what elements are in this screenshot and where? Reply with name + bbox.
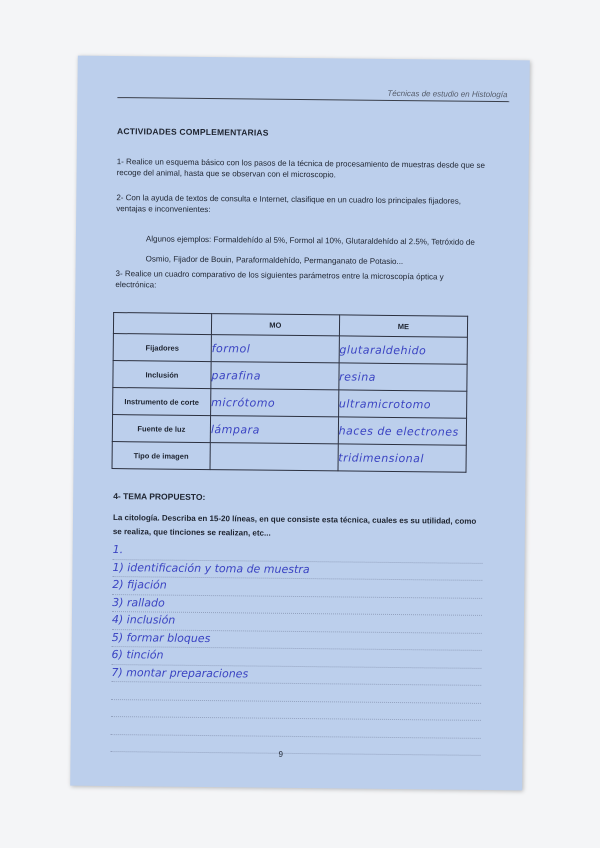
- mo-cell: parafina: [211, 362, 339, 390]
- section-title: ACTIVIDADES COMPLEMENTARIAS: [116, 126, 269, 138]
- row-label: Instrumento de corte: [113, 388, 211, 416]
- answer-line: 6) tinción: [111, 647, 481, 668]
- answer-line: 4) inclusión: [112, 612, 482, 633]
- table-row: [113, 334, 467, 365]
- activity-1-text: 1- Realice un esquema básico con los pasos de la técnica de procesamiento de muestras desde que se recoge del animal, hasta que se observan con el microscopio.: [116, 157, 485, 180]
- answer-line: 1.: [113, 542, 483, 563]
- row-label: Inclusión: [113, 361, 211, 389]
- table-row: [113, 388, 467, 419]
- answer-line: 2) fijación: [112, 577, 482, 598]
- table-row: [112, 415, 466, 446]
- answer-lines: [111, 542, 483, 756]
- answer-line: 5) formar bloques: [112, 630, 482, 651]
- page-number: 9: [278, 749, 284, 759]
- table-header-cell: MO: [211, 314, 339, 336]
- section-4-prompt: La citología. Describa en 15-20 líneas, en que consiste esta técnica, cuales es su utilidad, como se realiza, que tinciones se realizan, etc...: [112, 513, 477, 538]
- table-header-cell: ME: [339, 315, 468, 337]
- answer-line: 3) rallado: [112, 595, 482, 616]
- me-cell: ultramicrotomo: [338, 390, 467, 418]
- mo-cell: lámpara: [210, 416, 338, 444]
- me-cell: glutaraldehido: [339, 336, 468, 364]
- activity-2-text: 2- Con la ayuda de textos de consulta e Internet, clasifique en un cuadro los principales fijadores, ventajas e inconvenientes:: [116, 193, 462, 215]
- table-header-cell: [113, 313, 211, 335]
- row-label: Fuente de luz: [112, 415, 210, 443]
- answer-line: 1) identificación y toma de muestra: [112, 560, 482, 581]
- answer-line: 7) montar preparaciones: [111, 665, 481, 686]
- mo-cell: formol: [211, 335, 339, 363]
- row-label: Tipo de imagen: [112, 442, 210, 470]
- table-row: [113, 361, 467, 392]
- me-cell: resina: [339, 363, 468, 391]
- me-cell: tridimensional: [338, 444, 467, 472]
- comparison-table: [112, 312, 469, 473]
- document-page: [70, 56, 530, 791]
- examples-text: Algunos ejemplos: Formaldehído al 5%, Formol al 10%, Glutaraldehído al 2.5%, Tetróxido de Osmio, Fijador de Bouin, Paraformaldehído, Permanganato de Potasio...: [145, 234, 475, 267]
- running-header: Técnicas de estudio en Histología: [387, 88, 508, 100]
- mo-cell: [210, 443, 338, 471]
- activity-3-text: 3- Realice un cuadro comparativo de los siguientes parámetros entre la microscopía óptica y electrónica:: [115, 269, 444, 290]
- row-label: Fijadores: [113, 334, 211, 362]
- answer-line: [111, 735, 481, 756]
- section-4-title: 4- TEMA PROPUESTO:: [113, 491, 206, 503]
- mo-cell: micrótomo: [211, 389, 339, 417]
- table-row: [112, 442, 466, 473]
- me-cell: haces de electrones: [338, 417, 467, 445]
